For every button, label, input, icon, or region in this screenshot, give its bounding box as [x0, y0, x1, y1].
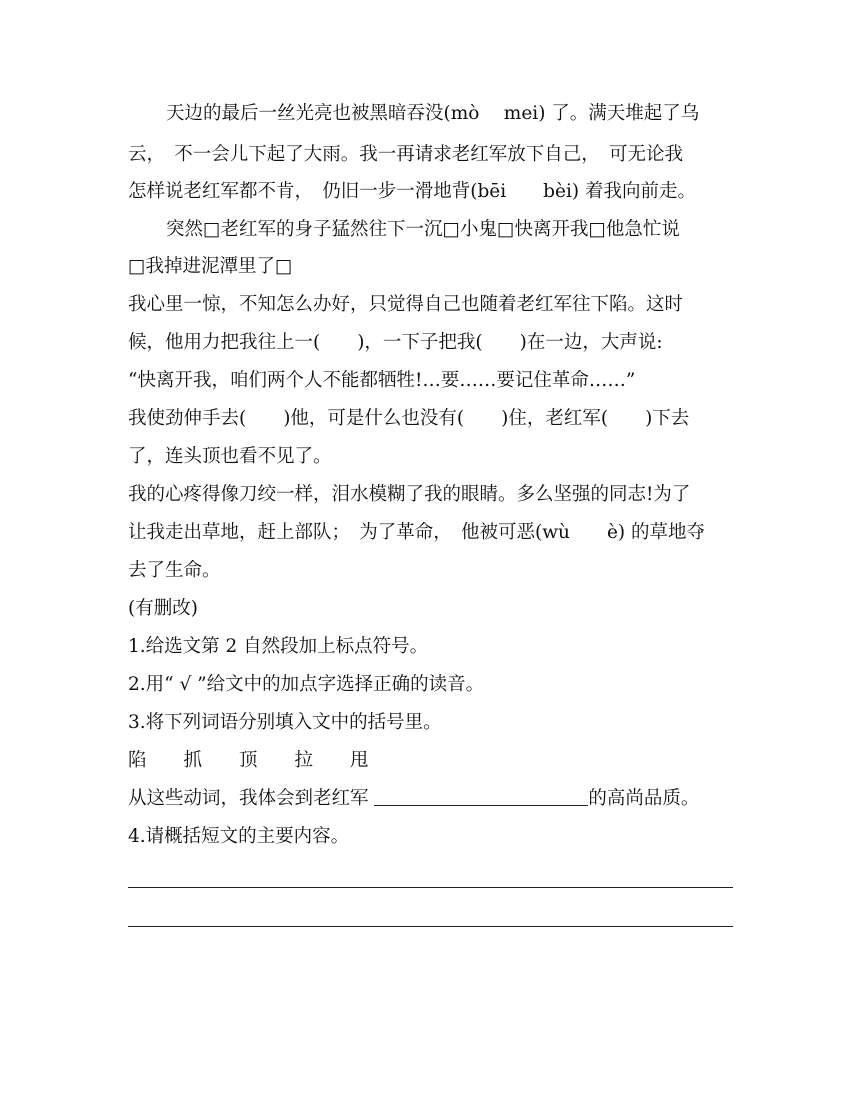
passage-line: 怎样说老红军都不肯， 仍旧一步一滑地背(bēi bèi) 着我向前走。 [128, 181, 696, 202]
passage-line: 我使劲伸手去( )他，可是什么也没有( )住，老红军( )下去 [128, 408, 690, 429]
passage-line: 去了生命。 [128, 560, 221, 581]
passage-line: 候，他用力把我往上一( )，一下子把我( )在一边，大声说: [128, 332, 663, 353]
passage-line: 突然□老红军的身子猛然往下一沉□小鬼□快离开我□他急忙说 [166, 219, 680, 240]
question-2: 2.用“ √ ”给文中的加点字选择正确的读音。 [128, 674, 485, 695]
fill-suffix: 的高尚品质。 [588, 788, 700, 809]
question-3: 3.将下列词语分别填入文中的括号里。 [128, 712, 442, 733]
passage-line: 让我走出草地，赶上部队； 为了革命， 他被可恶(wù è) 的草地夺 [128, 522, 706, 543]
word-list: 陷 抓 顶 拉 甩 [128, 750, 369, 771]
answer-line[interactable] [128, 926, 733, 927]
question-1: 1.给选文第 2 自然段加上标点符号。 [128, 636, 429, 657]
passage-line: 我的心疼得像刀绞一样，泪水模糊了我的眼睛。多么坚强的同志!为了 [128, 484, 691, 505]
source-note: (有删改) [128, 598, 198, 619]
question-4: 4.请概括短文的主要内容。 [128, 826, 350, 847]
passage-line: □我掉进泥潭里了□ [128, 256, 293, 277]
answer-line[interactable] [128, 887, 733, 888]
fill-prefix: 从这些动词，我体会到老红军 [128, 788, 375, 809]
passage-line: “快离开我，咱们两个人不能都牺牲!…要……要记住革命……” [128, 370, 636, 391]
passage-line: 云， 不一会儿下起了大雨。我一再请求老红军放下自己， 可无论我 [128, 144, 684, 165]
passage-line: 了，连头顶也看不见了。 [128, 446, 332, 467]
passage-line: 天边的最后一丝光亮也被黑暗吞没(mò mei) 了。满天堆起了乌 [166, 103, 700, 124]
passage-line: 我心里一惊，不知怎么办好，只觉得自己也随着老红军往下陷。这时 [128, 294, 684, 315]
fill-in-blank[interactable] [374, 787, 588, 806]
fill-in-sentence [128, 787, 699, 811]
